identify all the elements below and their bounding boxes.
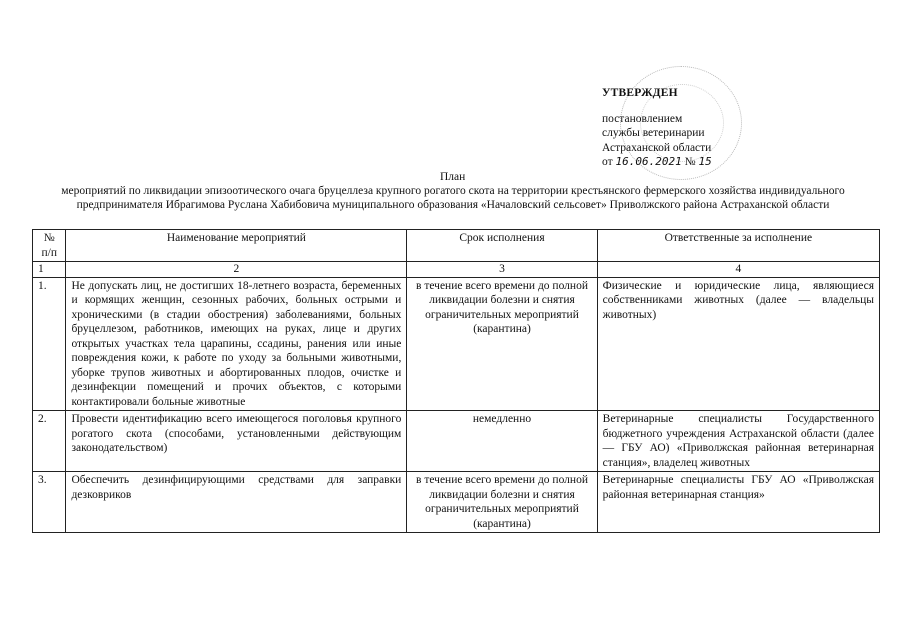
approval-line-2: службы ветеринарии <box>602 127 705 139</box>
approval-date-prefix: от <box>602 156 613 168</box>
row-term: в течение всего времени до полной ликвидации болезни и снятия ограничительных мероприятий (карантина) <box>407 277 597 411</box>
approval-date-value: 16.06.2021 <box>615 155 682 168</box>
header-term: Срок исполнения <box>407 230 597 262</box>
row-responsible: Ветеринарные специалисты ГБУ АО «Приволжская районная ветеринарная станция» <box>597 472 879 533</box>
table-row <box>33 277 880 411</box>
approval-heading: УТВЕРЖДЕН <box>602 87 678 99</box>
approval-line-3: Астраханской области <box>602 141 712 154</box>
header-responsible: Ответственные за исполнение <box>597 230 879 262</box>
row-number: 3. <box>33 472 66 533</box>
approval-number-sign: № <box>684 156 696 168</box>
header-number: № п/п <box>33 230 66 262</box>
row-term: в течение всего времени до полной ликвидации болезни и снятия ограничительных мероприятий (карантина) <box>407 472 597 533</box>
measures-table <box>32 229 880 533</box>
table-header-row <box>33 230 880 262</box>
table-row <box>33 411 880 472</box>
approval-date-line <box>602 155 712 170</box>
header-measure: Наименование мероприятий <box>66 230 407 262</box>
row-measure: Провести идентификацию всего имеющегося поголовья крупного рогатого скота (способами, установленными действующим законодательством) <box>66 411 407 472</box>
numbering-cell: 3 <box>407 262 597 278</box>
document-subtitle: мероприятий по ликвидации эпизоотического очага бруцеллеза крупного рогатого скота на территории крестьянского фермерского хозяйства индивидуального предпринимателя Ибрагимова Руслана Хабибовича муниципального образования «Началовский сельсовет» Приволжского района Астраханской области <box>61 185 845 211</box>
numbering-cell: 1 <box>33 262 66 278</box>
table-numbering-row <box>33 262 880 278</box>
table-row <box>33 472 880 533</box>
approval-block <box>602 86 712 170</box>
numbering-cell: 2 <box>66 262 407 278</box>
row-number: 1. <box>33 277 66 411</box>
row-responsible: Физические и юридические лица, являющиеся собственниками животных (далее — владельцы животных) <box>597 277 879 411</box>
row-number: 2. <box>33 411 66 472</box>
approval-line-1: постановлением <box>602 112 683 125</box>
row-measure: Не допускать лиц, не достигших 18-летнего возраста, беременных и кормящих женщин, сезонных рабочих, больных острыми и хроническими (в стадии обострения) заболеваниями, больных бруцеллезом, работников, имеющих на руках, лице и других открытых участках тела царапины, ссадины, ранения или иные повреждения кожи, к работе по уходу за больными животными, уборке трупов животных и абортированных плодов, очистке и дезинфекции помещений и прочих объектов, с которыми контактировали больные животные <box>66 277 407 411</box>
numbering-cell: 4 <box>597 262 879 278</box>
row-measure: Обеспечить дезинфицирующими средствами для заправки дезковриков <box>66 472 407 533</box>
document-title: План <box>440 171 466 183</box>
row-responsible: Ветеринарные специалисты Государственного бюджетного учреждения Астраханской области (далее — ГБУ АО) «Приволжская районная ветеринарная станция», владелец животных <box>597 411 879 472</box>
approval-number-value: 15 <box>698 155 712 168</box>
row-term: немедленно <box>407 411 597 472</box>
